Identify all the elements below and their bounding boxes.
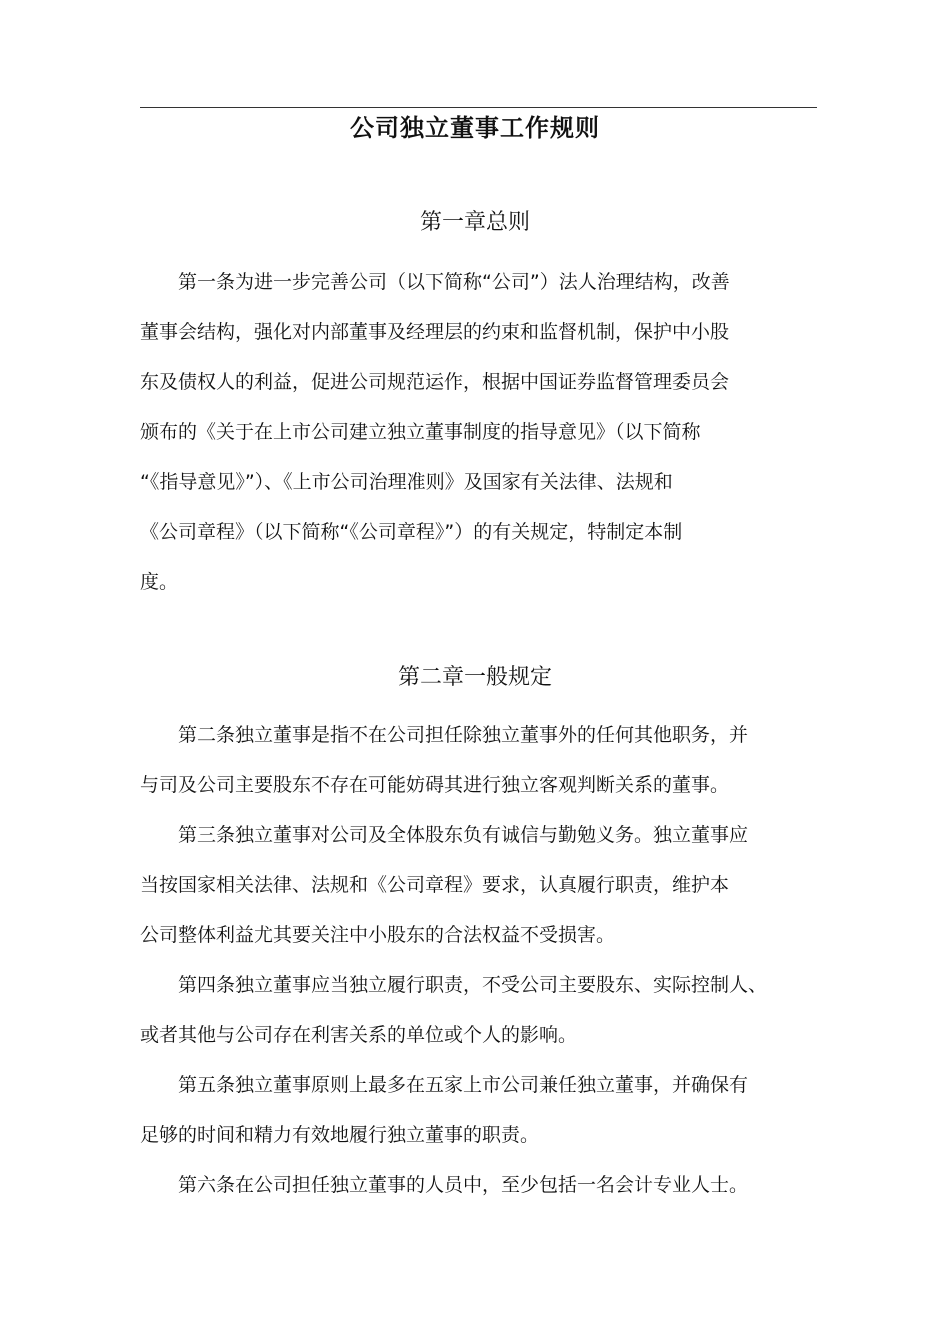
article-1-line: 颁布的《关于在上市公司建立独立董事制度的指导意见》（以下简称 bbox=[140, 421, 701, 443]
article-2 bbox=[140, 710, 840, 810]
article-3-line: 第三条独立董事对公司及全体股东负有诚信与勤勉义务。独立董事应 bbox=[178, 824, 749, 846]
article-5-line: 足够的时间和精力有效地履行独立董事的职责。 bbox=[140, 1124, 540, 1146]
document-title: 公司独立董事工作规则 bbox=[350, 114, 600, 142]
article-6-line: 第六条在公司担任独立董事的人员中，至少包括一名会计专业人士。 bbox=[178, 1174, 749, 1196]
article-3-line: 公司整体利益尤其要关注中小股东的合法权益不受损害。 bbox=[140, 924, 616, 946]
article-5 bbox=[140, 1060, 840, 1160]
article-2-line: 与司及公司主要股东不存在可能妨碍其进行独立客观判断关系的董事。 bbox=[140, 774, 730, 796]
article-2-line: 第二条独立董事是指不在公司担任除独立董事外的任何其他职务，并 bbox=[178, 724, 749, 746]
article-1-line: 董事会结构，强化对内部董事及经理层的约束和监督机制，保护中小股 bbox=[140, 321, 730, 343]
article-5-line: 第五条独立董事原则上最多在五家上市公司兼任独立董事，并确保有 bbox=[178, 1074, 749, 1096]
article-4-line: 或者其他与公司存在利害关系的单位或个人的影响。 bbox=[140, 1024, 578, 1046]
article-1-line: 东及债权人的利益，促进公司规范运作，根据中国证券监督管理委员会 bbox=[140, 371, 730, 393]
article-4-line: 第四条独立董事应当独立履行职责，不受公司主要股东、实际控制人、 bbox=[178, 974, 768, 996]
article-1-line: 第一条为进一步完善公司（以下简称“公司”）法人治理结构，改善 bbox=[178, 271, 730, 293]
header-rule bbox=[140, 107, 817, 108]
article-1-line: 《公司章程》（以下简称“《公司章程》”）的有关规定，特制定本制 bbox=[140, 521, 683, 543]
chapter-1-heading: 第一章总则 bbox=[419, 210, 530, 235]
article-6 bbox=[140, 1160, 840, 1210]
chapter-2-heading: 第二章一般规定 bbox=[397, 665, 552, 690]
article-1 bbox=[140, 257, 840, 607]
article-1-line: “《指导意见》”）、《上市公司治理准则》及国家有关法律、法规和 bbox=[140, 471, 673, 493]
article-3 bbox=[140, 810, 840, 960]
article-4 bbox=[140, 960, 840, 1060]
article-3-line: 当按国家相关法律、法规和《公司章程》要求，认真履行职责，维护本 bbox=[140, 874, 730, 896]
article-1-line: 度。 bbox=[140, 571, 179, 593]
